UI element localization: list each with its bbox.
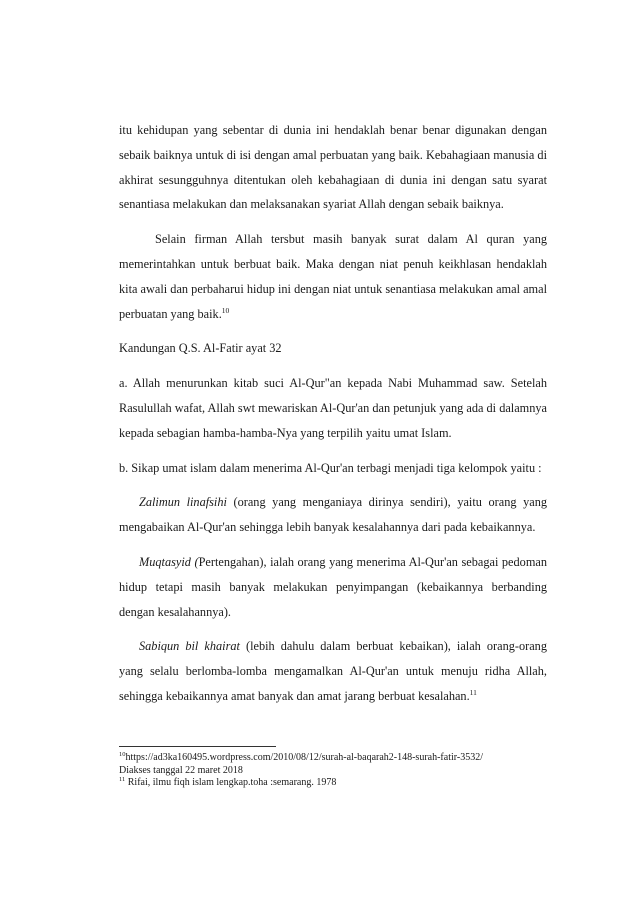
footnote-11 bbox=[119, 777, 559, 790]
point-a: a. Allah menurunkan kitab suci Al-Qur"an kepada Nabi Muhammad saw. Setelah Rasulullah wafat, Allah swt mewariskan Al-Qur'an dan petunjuk yang ada di dalamnya kepada sebagian hamba-hamba-Nya yang terpilih yaitu umat Islam. bbox=[119, 376, 547, 440]
group-muqtasyid bbox=[119, 550, 547, 624]
paragraph-selain bbox=[119, 227, 547, 326]
point-b: b. Sikap umat islam dalam menerima Al-Qur'an terbagi menjadi tiga kelompok yaitu : bbox=[119, 460, 542, 475]
desc-muqtasyid: Pertengahan), ialah orang yang menerima Al-Qur'an sebagai pedoman hidup tetapi masih banyak melakukan penyimpangan (kebaikannya berbanding dengan kesalahannya). bbox=[119, 554, 547, 619]
group-sabiqun bbox=[119, 634, 547, 708]
footnote-ref-11[interactable]: 11 bbox=[469, 687, 477, 697]
desc-sabiqun: (lebih dahulu dalam berbuat kebaikan), ialah orang-orang yang selalu berlomba-lomba mengamalkan Al-Qur'an untuk menuju ridha Allah, sehingga kebaikannya amat banyak dan amat jarang berbuat kesalahan. bbox=[119, 639, 547, 703]
footnote-10-url[interactable]: https://ad3ka160495.wordpress.com/2010/08/12/surah-al-baqarah2-148-surah-fatir-3532/ bbox=[125, 752, 483, 763]
term-zalimun: Zalimun linafsihi bbox=[139, 495, 227, 510]
term-muqtasyid: Muqtasyid ( bbox=[139, 554, 199, 569]
document-body bbox=[119, 118, 547, 719]
footnote-ref-10[interactable]: 10 bbox=[221, 305, 230, 315]
term-sabiqun: Sabiqun bil khairat bbox=[139, 639, 240, 654]
footnote-11-number: 11 bbox=[119, 776, 126, 783]
footnote-divider bbox=[119, 746, 276, 747]
group-zalimun bbox=[119, 490, 547, 540]
footnote-10-access-date: Diakses tanggal 22 maret 2018 bbox=[119, 764, 243, 776]
paragraph-selain-text: Selain firman Allah tersbut masih banyak surat dalam Al quran yang memerintahkan untuk berbuat baik. Maka dengan niat penuh keikhlasan hendaklah kita awali dan perbaharui hidup ini dengan niat untuk senantiasa melakukan amal amal perbuatan yang baik. bbox=[119, 232, 547, 321]
section-heading: Kandungan Q.S. Al-Fatir ayat 32 bbox=[119, 341, 282, 356]
footnote-10 bbox=[119, 752, 559, 765]
footnote-10-number: 10 bbox=[119, 751, 126, 758]
desc-zalimun: (orang yang menganiaya dirinya sendiri), yaitu orang yang mengabaikan Al-Qur'an sehingga lebih banyak kesalahannya dari pada kebaikannya. bbox=[119, 495, 547, 535]
footnotes bbox=[119, 752, 559, 790]
footnote-11-text: Rifai, ilmu fiqh islam lengkap.toha :semarang. 1978 bbox=[125, 777, 337, 788]
paragraph-intro: itu kehidupan yang sebentar di dunia ini hendaklah benar benar digunakan dengan sebaik baiknya untuk di isi dengan amal perbuatan yang baik. Kebahagiaan manusia di akhirat sesungguhnya ditentukan oleh kebahagiaan di dunia ini dengan satu syarat senantiasa melakukan dan melaksanakan syariat Allah dengan sebaik baiknya. bbox=[119, 123, 547, 212]
